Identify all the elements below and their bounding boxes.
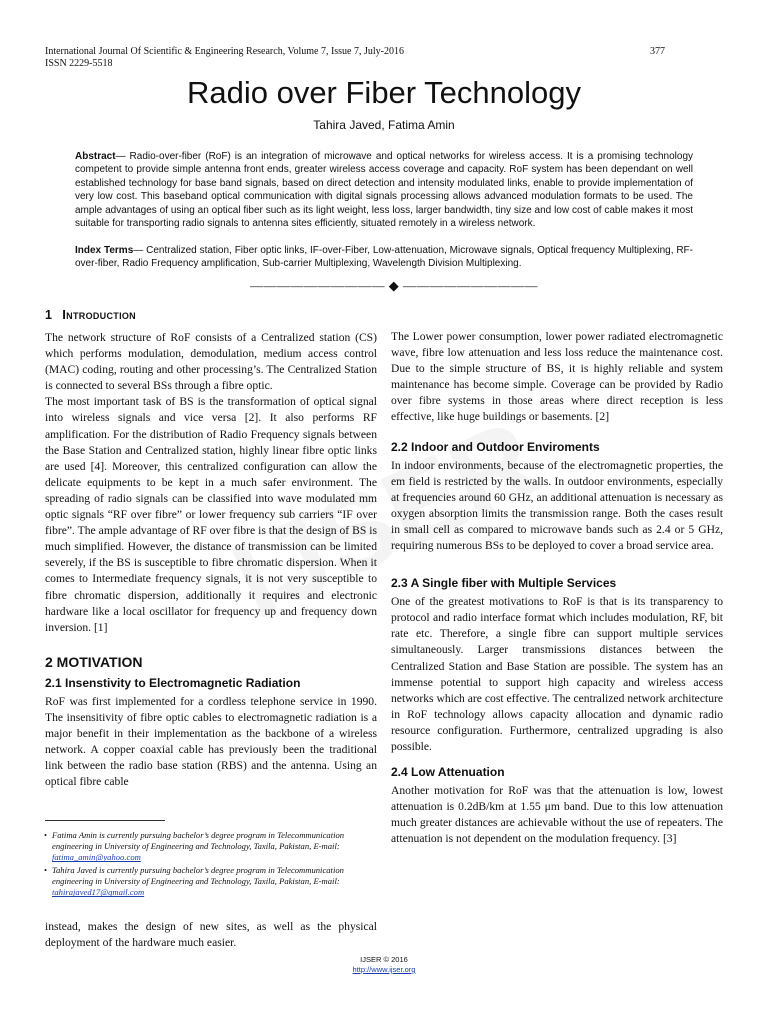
footnote-email-link[interactable]: tahirajaved17@gmail.com [52,887,145,898]
footnote-1 [44,830,372,864]
running-header [45,46,404,70]
footnote-bullet: • [44,830,48,840]
journal-name: International Journal Of Scientific & Engineering Research, Volume 7, Issue 7, July-2016 [45,46,404,57]
section-heading-motivation: 2 MOTIVATION [45,653,143,670]
authors: Tahira Javed, Fatima Amin [313,118,455,132]
subsection-2-1-continuation: instead, makes the design of new sites, as well as the physical deployment of the hardware much easier. [45,920,377,950]
left-column [45,307,377,790]
section-separator: —————————— ◆ —————————— [250,278,538,293]
index-terms [75,244,693,271]
subsection-2-3-paragraph: One of the greatest motivations to RoF is that is its transparency to protocol and radio interface format which includes modulation, RF, bit rate etc. Therefore, a single fibre can support multiple services simultaneously. Larger transmissions distances between the Centralized Station and Base Station are possible. The system has an immense potential to support high capacity and wireless access networks which are cost effective. The centralized network architecture in RoF technology allows capacity allocation and dynamic radio resource configuration. Furthermore, centralized upgrading is also possible. [391,595,723,753]
index-terms-text: — Centralized station, Fiber optic links, IF-over-Fiber, Low-attenuation, Microwave signals, Optical frequency Multiplexing, RF-over-fiber, Radio Frequency amplification, Sub-carrier Multiplexing, Wavelength Division Multiplexing. [75,245,693,270]
section-title: Introduction [62,307,136,322]
motivation-paragraph: The Lower power consumption, lower power radiated electromagnetic wave, fibre low attenuation and less loss reduce the maintenance cost. Due to the simple structure of BS, it is highly reliable and system maintenance has become simple. Coverage can be provided by Radio over fibre systems in those areas where direct reception is less effective, like huge buildings or basements. [2] [391,330,723,424]
subsection-heading-2-4: 2.4 Low Attenuation [391,765,505,780]
intro-paragraph-1: The network structure of RoF consists of a Centralized station (CS) which performs modulation, demodulation, medium access control (MAC) coding, routing and other processing’s. The Centralized Station is connected to several BSs through a fibre optic. [45,331,377,393]
footnote-text: Fatima Amin is currently pursuing bachelor’s degree program in Telecommunication engineering in University of Engineering and Technology, Taxila, Pakistan, E-mail: [52,830,345,852]
footnote-text: Tahira Javed is currently pursuing bachelor’s degree program in Telecommunication engineering in University of Engineering and Technology, Taxila, Pakistan, E-mail: [52,865,344,887]
abstract-label: Abstract [75,151,116,162]
subsection-heading-2-3: 2.3 A Single fiber with Multiple Services [391,576,617,591]
footnote-email-link[interactable]: fatima_amin@yahoo.com [52,852,141,863]
abstract [75,150,693,230]
abstract-text: — Radio-over-fiber (RoF) is an integration of microwave and optical networks for wireless access. It is a promising technology competent to provide simple antenna front ends, greater wireless access coverage and capacity. RoF system has been dependant on well established technology for base band signals, based on direct detection and intensity modulated links, enable to provide implementation of very low cost. This baseband optical communication with digital signals processing allows advanced modulation formats to be used. The ample advantages of using an optical fiber such as its light weight, less loss, larger bandwidth, tiny size and low cost of cable makes it most suitable for transporting radio signals to antenna sites efficiently, situated remotely in a wireless network. [75,151,693,230]
section-number: 1 [45,308,53,322]
subsection-2-2-paragraph: In indoor environments, because of the electromagnetic properties, the em field is restricted by the walls. In outdoor environments, especially at frequencies around 60 GHz, an additional attenuation is necessary as oxygen absorption limits the transmission range. Both the cases result in small cell as compared to microwave bands such as 2.4 or 5 GHz, requiring numerous BSs to be deployed to cover a broad service area. [391,458,723,553]
intro-paragraph-2: The most important task of BS is the transformation of optical signal into wireless signals and vice versa [2]. It also performs RF amplification. For the distribution of Radio Frequency signals between the Base Station and Centralized station, highly linear fibre optic links are used [4]. Moreover, this centralized configuration can allow the delicate equipments to be kept in a much safer environment. The spreading of radio signals can be classified into wave modulated mm optic signals “RF over fibre” or lower frequency sub carriers “IF over fibre”. The ample advantage of RF over fibre is that the design of BS is much simplified. However, the distance of transmission can be limited severely, if the BS is susceptible to fibre chromatic dispersion. When it comes to Intermediate frequency signals, it is not very susceptible to fibre chromatic dispersion, additionally it requires and electronic hardware like a local oscillator for frequency up and frequency down inversion. [1] [45,395,377,634]
index-terms-label: Index Terms [75,245,134,256]
footnote-rule [45,820,165,821]
footnote-bullet: • [44,865,48,875]
subsection-2-4-paragraph: Another motivation for RoF was that the attenuation is low, lowest attenuation is 0.2dB/km at 1.55 μm band. Due to this low attenuation much greater distances are achievable without the use of repeaters. The attenuation is not dependent on the modulation frequency. [3] [391,784,723,846]
left-column-continuation [45,919,377,951]
issn: ISSN 2229-5518 [45,58,113,69]
paper-title: Radio over Fiber Technology [186,75,582,110]
section-heading-introduction [45,307,377,323]
footer-copyright: IJSER © 2016 [360,955,408,964]
footer-url-link[interactable]: http://www.ijser.org [352,965,416,974]
subsection-heading-2-2: 2.2 Indoor and Outdoor Enviroments [391,439,600,454]
page-number: 377 [650,46,665,57]
right-column [391,329,723,847]
subsection-2-1-paragraph: RoF was first implemented for a cordless telephone service in 1990. The insensitivity of fibre optic cables to electromagnetic radiation is a major benefit in their implementation as the backbone of a wireless network. A copper coaxial cable has previously been the traditional link between the radio base station (RBS) and the antenna. Using an optical fibre cable [45,694,377,789]
footnote-2 [44,865,372,899]
subsection-heading-2-1: 2.1 Insenstivity to Electromagnetic Radiation [45,675,301,690]
page-footer [0,955,768,975]
